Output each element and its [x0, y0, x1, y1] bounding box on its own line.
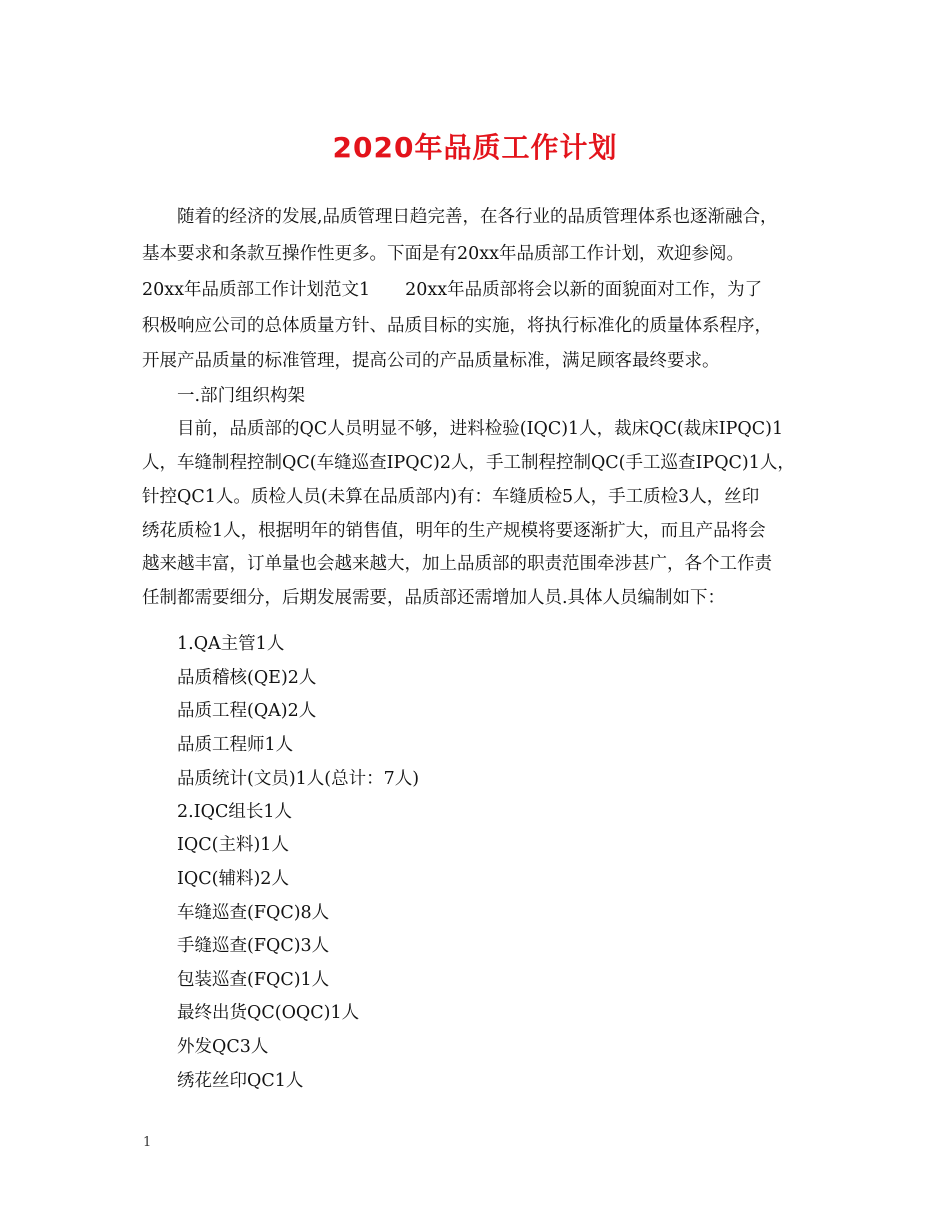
paragraph-line: 20xx年品质部工作计划范文1 20xx年品质部将会以新的面貌面对工作，为了: [142, 280, 763, 300]
list-item: 手缝巡查(FQC)3人: [177, 936, 330, 956]
list-item: 外发QC3人: [177, 1037, 269, 1057]
list-item: 品质工程师1人: [177, 735, 294, 755]
list-item: 品质稽核(QE)2人: [177, 668, 317, 688]
paragraph-line: 绣花质检1人，根据明年的销售值，明年的生产规模将要逐渐扩大，而且产品将会: [142, 521, 766, 541]
paragraph-line: 基本要求和条款互操作性更多。下面是有20xx年品质部工作计划，欢迎参阅。: [142, 244, 745, 264]
list-item: 品质工程(QA)2人: [177, 701, 317, 721]
list-item: IQC(主料)1人: [177, 835, 289, 855]
paragraph-line: 任制都需要细分，后期发展需要，品质部还需增加人员.具体人员编制如下：: [142, 588, 726, 608]
paragraph-line: 越来越丰富，订单量也会越来越大，加上品质部的职责范围牵涉甚广，各个工作责: [142, 554, 772, 574]
list-item: IQC(辅料)2人: [177, 869, 289, 889]
list-item: 绣花丝印QC1人: [177, 1071, 304, 1091]
document-title: 2020年品质工作计划: [332, 131, 618, 164]
paragraph-line: 人，车缝制程控制QC(车缝巡查IPQC)2人，手工制程控制QC(手工巡查IPQC)1人，: [142, 453, 795, 473]
paragraph-line: 随着的经济的发展,品质管理日趋完善，在各行业的品质管理体系也逐渐融合，: [177, 207, 778, 227]
paragraph-line: 开展产品质量的标准管理，提高公司的产品质量标准，满足顾客最终要求。: [142, 351, 720, 371]
list-item: 1.QA主管1人: [177, 634, 285, 654]
section-heading: 一.部门组织构架: [177, 386, 306, 406]
list-item: 包装巡查(FQC)1人: [177, 970, 330, 990]
paragraph-line: 针控QC1人。质检人员(未算在品质部内)有：车缝质检5人，手工质检3人，丝印: [142, 487, 760, 507]
page-number: 1: [143, 1135, 152, 1150]
list-item: 最终出货QC(OQC)1人: [177, 1003, 360, 1023]
list-item: 2.IQC组长1人: [177, 802, 292, 822]
paragraph-line: 积极响应公司的总体质量方针、品质目标的实施，将执行标准化的质量体系程序，: [142, 316, 772, 336]
list-item: 车缝巡查(FQC)8人: [177, 903, 330, 923]
paragraph-line: 目前，品质部的QC人员明显不够，进料检验(IQC)1人，裁床QC(裁床IPQC)1: [177, 419, 784, 439]
list-item: 品质统计(文员)1人(总计：7人): [177, 769, 420, 789]
